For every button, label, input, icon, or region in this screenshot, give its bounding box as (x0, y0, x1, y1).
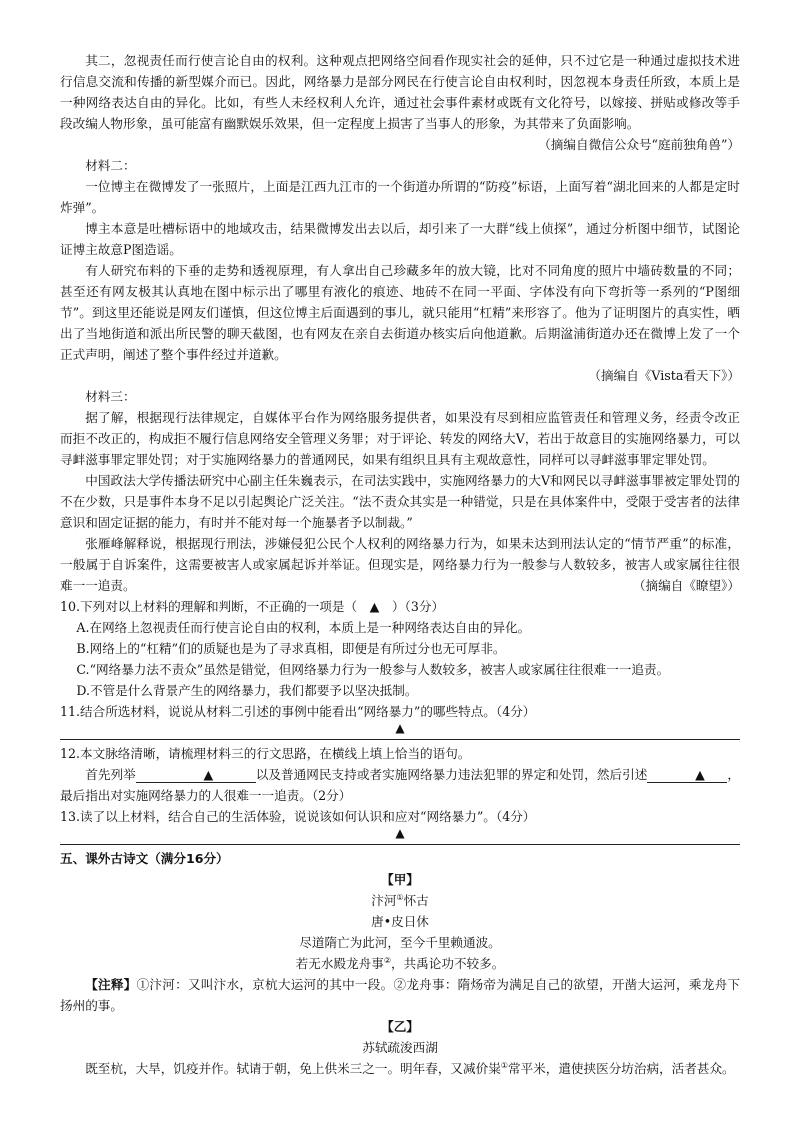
question-13-stem: 13.读了以上材料，结合自己的生活体验，说说该如何认识和应对“网络暴力”。（4分） (60, 809, 536, 824)
question-12-line-1 (60, 764, 740, 806)
poem-jia-label: 【甲】 (381, 872, 419, 887)
poem-jia-line-1: 尽道隋亡为此河，至今千里赖通波。 (299, 935, 501, 950)
poem-jia-line-2 (60, 953, 740, 974)
question-10-stem: 10.下列对以上材料的理解和判断，不正确的一项是（ ▲ ）（3分） (60, 599, 445, 614)
question-10-option-d[interactable]: D.不管是什么背景产生的网络暴力，我们都要予以坚决抵制。 (76, 683, 418, 698)
note-text: ①汴河：又叫汴水，京杭大运河的其中一段。②龙舟事：隋炀帝为满足自己的欲望，开凿大运河，乘龙舟下扬州的事。 (60, 977, 741, 1013)
text-yi-body (60, 1058, 740, 1079)
question-12-blank-1[interactable] (136, 767, 256, 783)
poem-line-2-post: ，共禹论功不较多。 (390, 956, 505, 971)
question-12-line-1-post: 以及普通网民支持或者实施网络暴力违法犯罪的界定和处罚，然后引述 (255, 767, 648, 782)
material-3-p3-text: 张雁峰解释说，根据现行刑法，涉嫌侵犯公民个人权利的网络暴力行为，如果未达到刑法认定的“情节严重”的标准，一般属于自诉案件，这需要被害人或家属起诉并举证。但现实是，网络暴力行为一般参与人数较多，被害人或家属往往很难一一追责。 (60, 536, 740, 593)
poem-line-2-note-mark: ② (383, 955, 391, 965)
source-1: （摘编自微信公众号“庭前独角兽”） (538, 137, 740, 152)
poem-jia-author: 唐•皮日休 (371, 914, 429, 929)
answer-mark: ▲ (203, 767, 214, 782)
text-yi-post: 常平米，遣使挟医分坊治病，活者甚众。 (507, 1061, 735, 1076)
answer-mark: ▲ (395, 826, 405, 840)
poem-jia-title (60, 890, 740, 911)
material-3-p1: 据了解，根据现行法律规定，自媒体平台作为网络服务提供者，如果没有尽到相应监管责任和管理义务，经责令改正而拒不改正的，构成拒不履行信息网络安全管理义务罪；对于评论、转发的网络大V，若出于故意目的实施网络暴力，可以寻衅滋事罪定罪处罚；对于实施网络暴力的普通网民，如果有组织且具有主观故意性，同样可以寻衅滋事罪定罪处罚。 (60, 410, 740, 467)
question-10-option-b[interactable]: B.网络上的“杠精”们的质疑也是为了寻求真相，即便是有所过分也无可厚非。 (76, 641, 506, 656)
material-3-p3 (60, 533, 740, 596)
material-2-label: 材料二： (85, 158, 136, 173)
text-yi-note-mark: ① (500, 1060, 508, 1070)
question-12-blank-2[interactable] (647, 767, 727, 783)
exam-page (60, 50, 740, 1079)
answer-mark: ▲ (395, 721, 405, 735)
question-10-option-c[interactable]: C.“网络暴力法不责众”虽然是错觉，但网络暴力行为一般参与人数较多，被害人或家属往往很难一一追责。 (76, 662, 670, 677)
text-yi-pre: 既至杭，大旱，饥疫并作。轼请于朝，免上供米三之一。明年春，又减价粜 (85, 1061, 501, 1076)
material-3-label: 材料三： (85, 389, 136, 404)
poem-title-post: 怀古 (403, 893, 429, 908)
question-10-option-a[interactable]: A.在网络上忽视责任而行使言论自由的权利，本质上是一种网络表达自由的异化。 (76, 620, 531, 635)
paragraph-1 (60, 50, 740, 152)
material-2-p3: 有人研究布料的下垂的走势和透视原理，有人拿出自己珍藏多年的放大镜，比对不同角度的照片中墙砖数量的不同；甚至还有网友极其认真地在图中标示出了哪里有液化的痕迹、地砖不在同一平面、字体没有向下弯折等一系列的“P图细节”。到这里还能说是网友们谨慎，但这位博主后面遇到的事儿，就只能用“杠精”来形容了。他为了证明图片的真实性，晒出了当地街道和派出所民警的聊天截图，也有网友在亲自去街道办核实后向他道歉。后期湓浦街道办还在微博上发了一个正式声明，阐述了整个事件经过并道歉。 (60, 263, 740, 362)
note-label: 【注释】 (85, 977, 137, 992)
source-3: （摘编自《瞭望》） (632, 578, 740, 593)
poem-jia-note (60, 974, 740, 1016)
poem-title-pre: 汴河 (371, 893, 397, 908)
paragraph-1-text: 其二，忽视责任而行使言论自由的权利。这种观点把网络空间看作现实社会的延伸，只不过它是一种通过虚拟技术进行信息交流和传播的新型媒介而已。因此，网络暴力是部分网民在行使言论自由权利时，因忽视本身责任所致，本质上是一种网络表达自由的异化。比如，有些人未经权利人允许，通过社会事件素材或既有文化符号，以嫁接、拼贴或修改等手段改编人物形象，虽可能富有幽默娱乐效果，但一定程度上损害了当事人的形象，为其带来了负面影响。 (60, 53, 740, 131)
answer-mark: ▲ (695, 767, 705, 782)
poem-line-2-pre: 若无水殿龙舟事 (295, 956, 384, 971)
poem-title-note-mark: ① (396, 892, 404, 902)
material-3-p2: 中国政法大学传播法研究中心副主任朱巍表示，在司法实践中，实施网络暴力的大V和网民以寻衅滋事罪被定罪处罚的不在少数，只是事件本身不足以引起舆论广泛关注。“法不责众其实是一种错觉，只是在具体案件中，受限于受害者的法律意识和固定证据的能力，有时并不能对每一个施暴者予以制裁。” (60, 473, 740, 530)
material-2-p2: 博主本意是吐槽标语中的地域攻击，结果微博发出去以后，却引来了一大群“线上侦探”，通过分析图中细节，试图论证博主故意P图造谣。 (60, 221, 740, 257)
question-13-answer-line[interactable] (60, 827, 740, 845)
question-12-line-1-pre: 首先列举 (85, 767, 136, 782)
section-5-title: 五、课外古诗文（满分16分） (60, 851, 229, 866)
question-12-line-2-post: ，最后指出对实施网络暴力的人很难一一追责。（2分） (60, 767, 741, 803)
text-yi-title: 苏轼疏浚西湖 (362, 1040, 438, 1055)
text-yi-label: 【乙】 (381, 1019, 419, 1034)
material-2-p1: 一位博主在微博发了一张照片，上面是江西九江市的一个街道办所谓的“防疫”标语，上面写着“湖北回来的人都是定时炸弹”。 (60, 179, 740, 215)
question-11-stem: 11.结合所选材料，说说从材料二引述的事例中能看出“网络暴力”的哪些特点。（4分） (60, 704, 536, 719)
question-11-answer-line[interactable] (60, 722, 740, 740)
question-12-stem: 12.本文脉络清晰，请梳理材料三的行文思路，在横线上填上恰当的语句。 (60, 746, 471, 761)
source-2: （摘编自《Vista看天下》） (588, 368, 740, 383)
